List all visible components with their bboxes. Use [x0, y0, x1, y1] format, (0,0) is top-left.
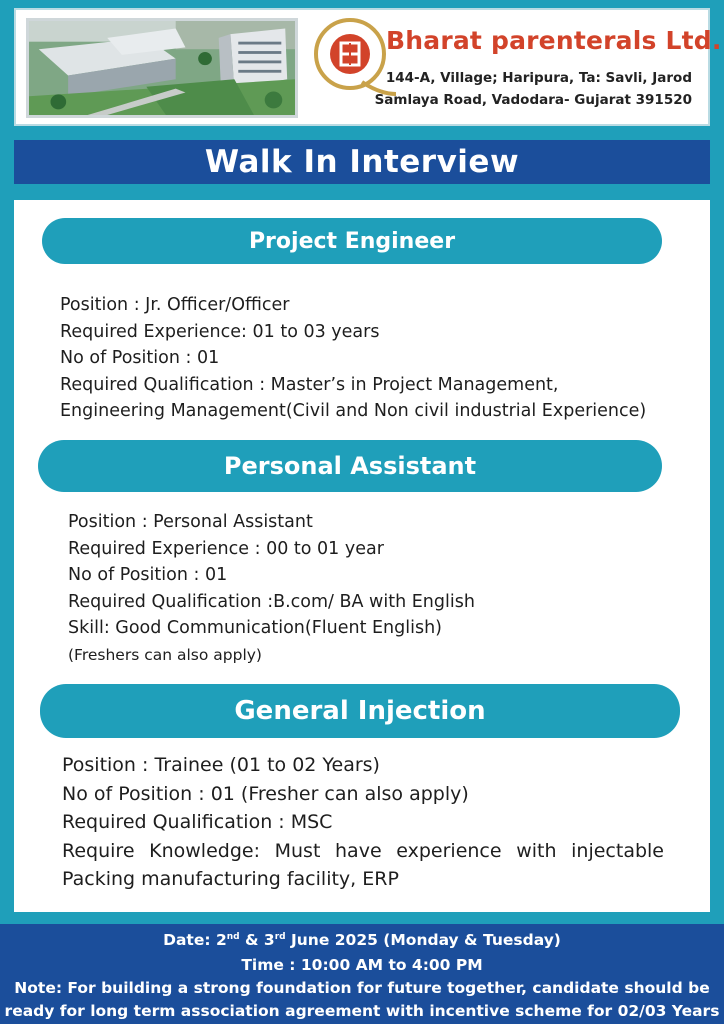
job-listings-panel: [14, 200, 710, 912]
detail-line: Require Knowledge: Must have experience with injectable: [62, 839, 664, 862]
detail-line: Position : Personal Assistant: [68, 512, 313, 532]
footer-banner: [0, 924, 724, 1024]
header-card: [14, 8, 722, 126]
factory-photo: [26, 18, 298, 118]
detail-line: Required Qualification :B.com/ BA with English: [68, 591, 475, 612]
title-banner: [14, 140, 710, 184]
detail-line: Packing manufacturing facility, ERP: [62, 868, 399, 890]
address-line-1: 144-A, Village; Haripura, Ta: Savli, Jarod: [385, 70, 692, 86]
section-heading-general-injection: General Injection: [40, 684, 680, 738]
detail-line: No of Position : 01: [60, 348, 220, 368]
section-personal-assistant: [68, 509, 475, 668]
detail-line: Required Qualification : Master’s in Project Management,: [60, 374, 559, 395]
note-line-1: Note: For building a strong foundation for future together, candidate should be: [14, 979, 710, 997]
section-general-injection: [62, 751, 664, 894]
detail-line: Required Experience : 00 to 01 year: [68, 538, 384, 559]
address-line-2: Samlaya Road, Vadodara- Gujarat 391520: [374, 92, 692, 108]
section-heading-project-engineer: Project Engineer: [42, 218, 662, 264]
detail-note: (Freshers can also apply): [68, 645, 262, 664]
section-heading-personal-assistant: Personal Assistant: [38, 440, 662, 492]
detail-line: No of Position : 01 (Fresher can also apply): [62, 782, 469, 805]
detail-line: Required Experience: 01 to 03 years: [60, 321, 380, 342]
note-line-2: ready for long term association agreement with incentive scheme for 02/03 Years: [4, 1002, 720, 1020]
detail-line: Skill: Good Communication(Fluent English): [68, 618, 443, 638]
detail-line: No of Position : 01: [68, 565, 228, 585]
company-logo-icon: [310, 16, 398, 100]
detail-line: Position : Trainee (01 to 02 Years): [62, 754, 380, 776]
factory-aerial-image: [29, 21, 295, 115]
detail-line: Position : Jr. Officer/Officer: [60, 295, 290, 315]
interview-date: Date: 2nd & 3rd June 2025 (Monday & Tuesday): [163, 931, 561, 949]
detail-line: Engineering Management(Civil and Non civil industrial Experience): [60, 401, 647, 421]
detail-line: Required Qualification : MSC: [62, 811, 333, 833]
page-title: Walk In Interview: [204, 144, 520, 180]
section-project-engineer: [60, 292, 646, 425]
company-name: Bharat parenterals Ltd.: [386, 26, 722, 55]
interview-time: Time : 10:00 AM to 4:00 PM: [241, 956, 483, 974]
